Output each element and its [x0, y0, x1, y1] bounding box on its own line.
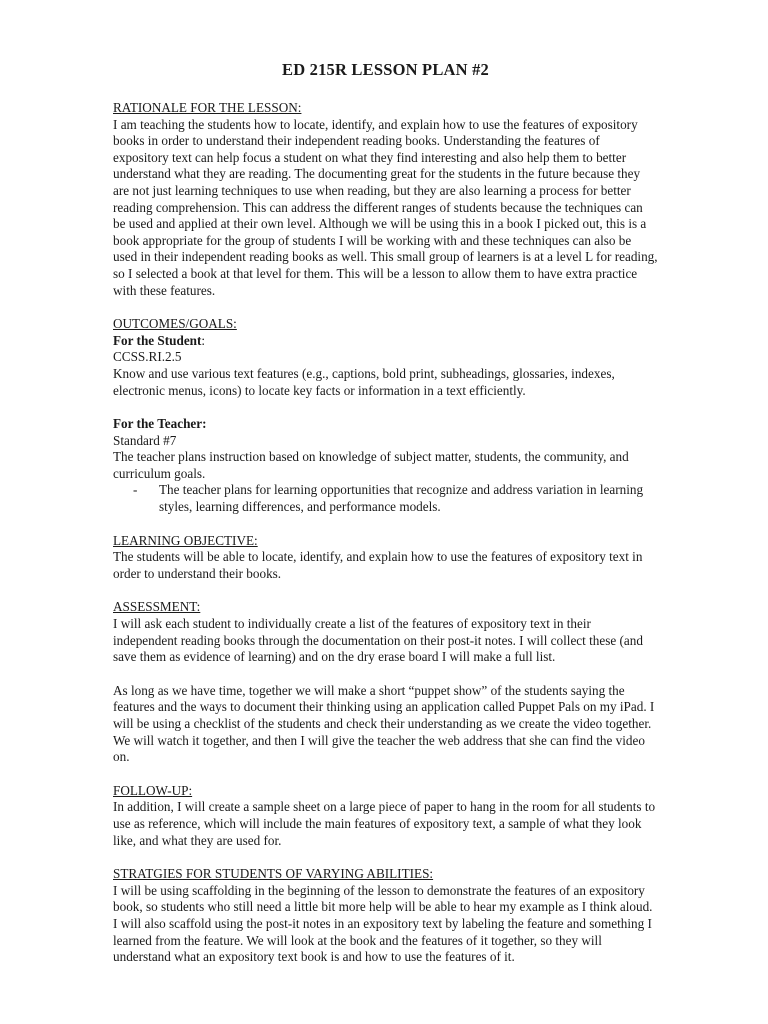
assessment-body-1: I will ask each student to individually create a list of the features of expository text in their independent reading books through the documentation on their post-it notes. I will collect these (and save them as evidence of learning) and on the dry erase board I will make a full list. [113, 616, 643, 665]
teacher-bullet-text: The teacher plans for learning opportunities that recognize and address variation in learning styles, learning differences, and performance models. [159, 482, 644, 515]
teacher-body: The teacher plans instruction based on knowledge of subject matter, students, the community, and curriculum goals. [113, 449, 629, 481]
teacher-bullet-item [113, 482, 658, 515]
spacer [113, 666, 658, 683]
objective-heading: LEARNING OBJECTIVE: [113, 532, 258, 548]
objective-section [113, 533, 658, 583]
assessment-body-2: As long as we have time, together we will make a short “puppet show” of the students saying the features and the ways to document their thinking using an application called Puppet Pals on my iPad. I will be using a checklist of the students and check their understanding as we create the video together. We will watch it together, and then I will give the teacher the web address that she can find the video on. [113, 682, 655, 765]
followup-heading: FOLLOW-UP: [113, 782, 193, 798]
strategies-heading: STRATGIES FOR STUDENTS OF VARYING ABILITIES: [113, 866, 434, 882]
student-label: For the Student [113, 332, 202, 348]
assessment-section [113, 599, 658, 765]
rationale-body: I am teaching the students how to locate, identify, and explain how to use the features of expository books in order to understand their independent reading books. Understanding the features of expository text can help focus a student on what they find interesting and also help them to better understand what they are reading. The documenting great for the students in the future because they are not just learning techniques to use when reading, but they are also learning a process for better reading comprehension. This can address the different ranges of students because the techniques can be used and applied at their own level. Although we will be using this in a book I picked out, this is a book appropriate for the group of students I will be working with and these techniques can also be used in their independent reading books as well. This small group of learners is at a level L for reading, so I selected a book at that level for them. This will be a lesson to allow them to have extra practice with these features. [113, 116, 658, 298]
student-standard: CCSS.RI.2.5 [113, 349, 182, 365]
followup-body: In addition, I will create a sample sheet on a large piece of paper to hang in the room for all students to use as reference, which will include the main features of expository text, a sample of what they look like, and what they are used for. [113, 799, 656, 848]
strategies-body: I will be using scaffolding in the beginning of the lesson to demonstrate the features of an expository book, so students who still need a little bit more help will be able to hear my example as I think aloud. I will also scaffold using the post-it notes in an expository text by labeling the feature and something I learned from the feature. We will look at the book and the features of it together, so they will understand what an expository text book is and how to use the features of it. [113, 882, 653, 965]
teacher-label: For the Teacher: [113, 416, 207, 432]
bullet-dash: - [133, 482, 138, 498]
student-body: Know and use various text features (e.g., captions, bold print, subheadings, glossaries, indexes, electronic menus, icons) to locate key facts or information in a text efficiently. [113, 365, 615, 398]
rationale-section [113, 100, 658, 299]
student-label-line [113, 333, 658, 350]
followup-section [113, 783, 658, 849]
rationale-heading: RATIONALE FOR THE LESSON: [113, 100, 302, 115]
strategies-section [113, 866, 658, 966]
teacher-standard: Standard #7 [113, 432, 177, 448]
outcomes-heading: OUTCOMES/GOALS: [113, 316, 237, 332]
student-label-colon: : [201, 332, 206, 348]
assessment-heading: ASSESSMENT: [113, 599, 201, 615]
document-title: ED 215R LESSON PLAN #2 [281, 60, 490, 79]
objective-body: The students will be able to locate, identify, and explain how to use the features of expository text in order to understand their books. [113, 549, 643, 581]
spacer [113, 399, 658, 416]
outcomes-section [113, 316, 658, 516]
